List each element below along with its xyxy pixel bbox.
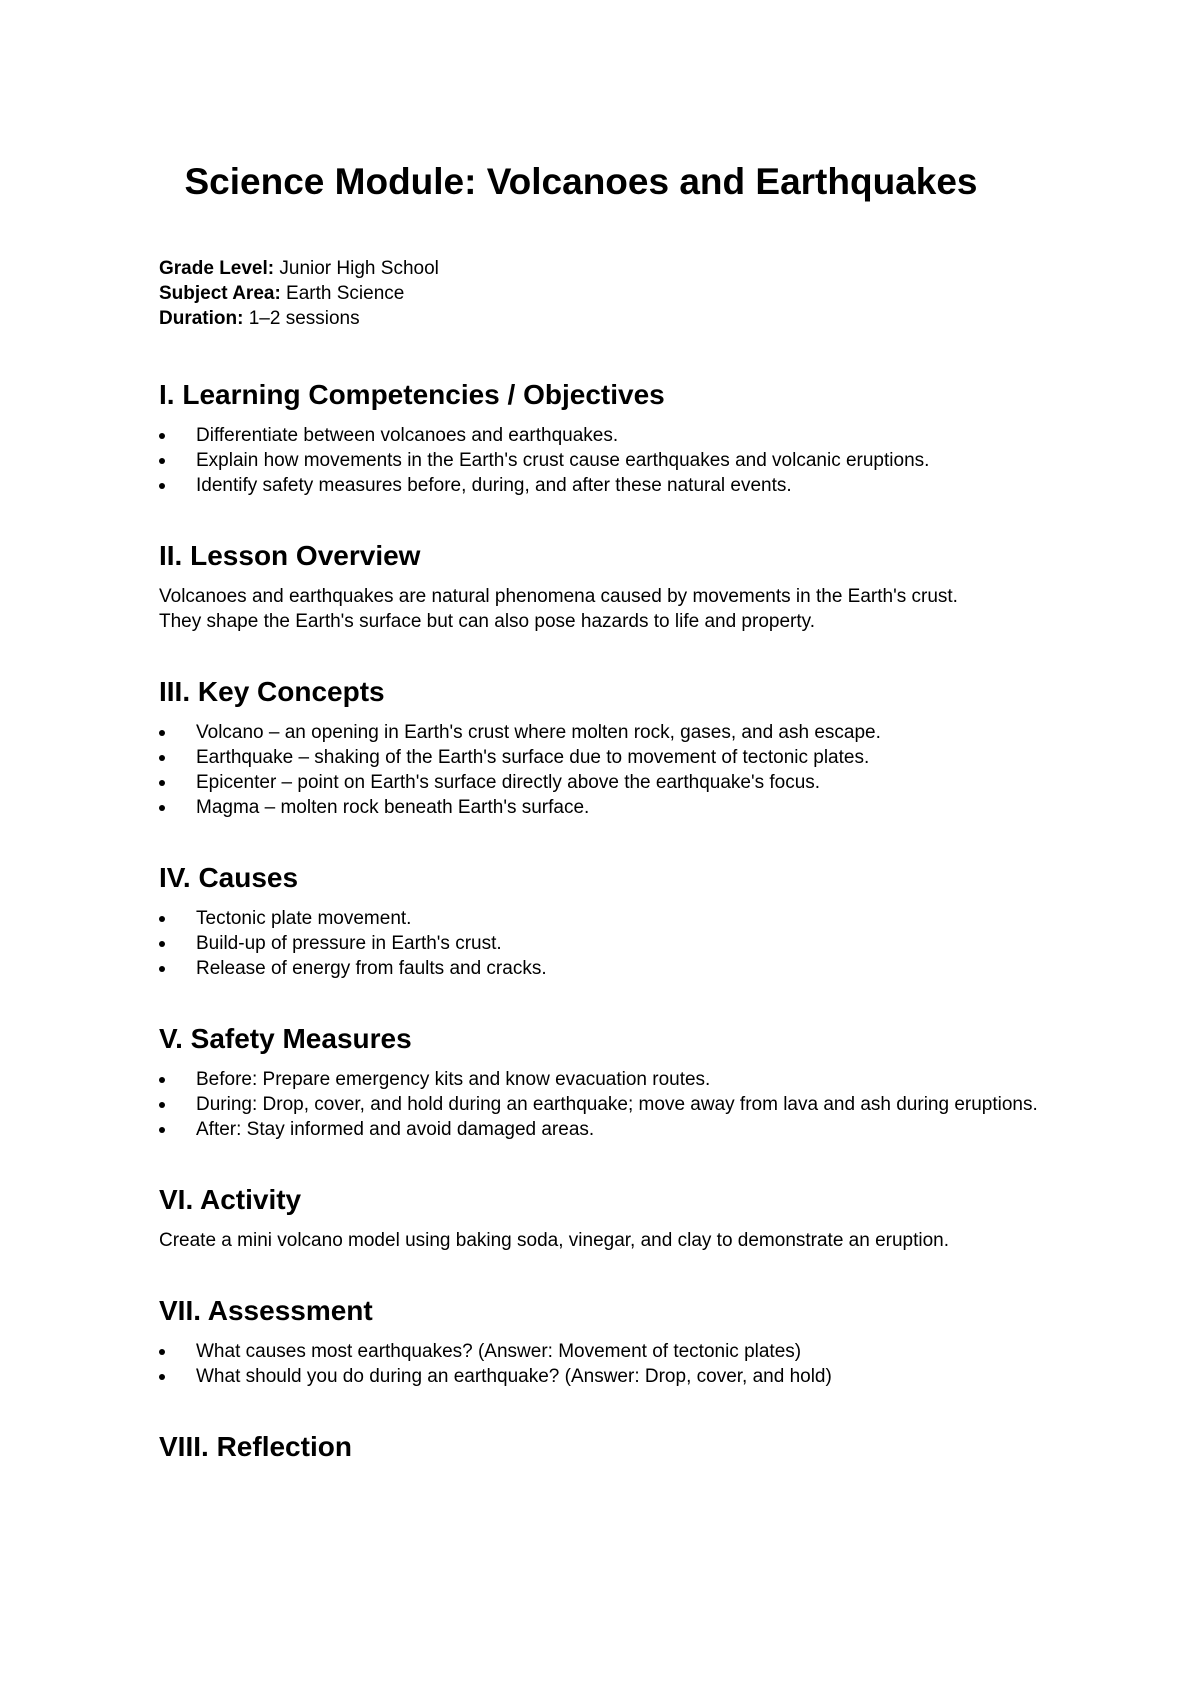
section-reflection	[159, 1429, 1059, 1465]
list-item	[159, 1092, 1059, 1117]
meta-duration-label: Duration:	[159, 308, 244, 329]
section-objectives	[159, 377, 1059, 498]
list-item-text: What should you do during an earthquake? (Answer: Drop, cover, and hold)	[196, 1366, 832, 1387]
bullet-icon	[159, 805, 165, 811]
list-item	[159, 1117, 1059, 1142]
meta-subject-area-label: Subject Area:	[159, 283, 281, 304]
meta-subject-area	[159, 281, 1059, 306]
meta-subject-area-value: Earth Science	[280, 283, 405, 304]
list-item-text: Epicenter – point on Earth's surface directly above the earthquake's focus.	[196, 772, 821, 793]
list-item-text: Differentiate between volcanoes and earthquakes.	[196, 425, 619, 446]
section-assessment	[159, 1293, 1059, 1389]
section-heading-safety-measures: V. Safety Measures	[159, 1023, 412, 1054]
meta-duration-value: 1–2 sessions	[243, 308, 360, 329]
bullet-icon	[159, 916, 165, 922]
bullet-icon	[159, 433, 165, 439]
bullet-icon	[159, 780, 165, 786]
key-concepts-list	[159, 720, 1059, 820]
list-item-text: Identify safety measures before, during, and after these natural events.	[196, 475, 792, 496]
causes-list	[159, 906, 1059, 981]
section-heading-activity: VI. Activity	[159, 1184, 302, 1215]
list-item-text: Before: Prepare emergency kits and know evacuation routes.	[196, 1069, 711, 1090]
section-overview	[159, 538, 1059, 634]
meta-grade-level-label: Grade Level:	[159, 258, 275, 279]
bullet-icon	[159, 1077, 165, 1083]
list-item	[159, 720, 1059, 745]
list-item-text: After: Stay informed and avoid damaged areas.	[196, 1119, 595, 1140]
list-item	[159, 1067, 1059, 1092]
bullet-icon	[159, 1349, 165, 1355]
section-heading-overview: II. Lesson Overview	[159, 540, 421, 571]
section-heading-causes: IV. Causes	[159, 862, 299, 893]
list-item-text: Tectonic plate movement.	[196, 908, 412, 929]
meta-grade-level-value: Junior High School	[274, 258, 439, 279]
list-item	[159, 906, 1059, 931]
list-item	[159, 956, 1059, 981]
section-causes	[159, 860, 1059, 981]
section-key-concepts	[159, 674, 1059, 820]
list-item	[159, 745, 1059, 770]
list-item-text: Magma – molten rock beneath Earth's surface.	[196, 797, 590, 818]
bullet-icon	[159, 730, 165, 736]
bullet-icon	[159, 1102, 165, 1108]
section-heading-key-concepts: III. Key Concepts	[159, 676, 385, 707]
document-title: Science Module: Volcanoes and Earthquakes	[184, 161, 978, 202]
bullet-icon	[159, 941, 165, 947]
list-item-text: Earthquake – shaking of the Earth's surface due to movement of tectonic plates.	[196, 747, 870, 768]
section-safety-measures	[159, 1021, 1059, 1142]
section-heading-assessment: VII. Assessment	[159, 1295, 373, 1326]
assessment-list	[159, 1339, 1059, 1389]
document-content	[159, 158, 1059, 1505]
list-item-text: What causes most earthquakes? (Answer: Movement of tectonic plates)	[196, 1341, 802, 1362]
list-item	[159, 1339, 1059, 1364]
meta-grade-level	[159, 256, 1059, 281]
list-item	[159, 795, 1059, 820]
list-item-text: During: Drop, cover, and hold during an earthquake; move away from lava and ash during eruptions.	[196, 1094, 1038, 1115]
bullet-icon	[159, 458, 165, 464]
list-item-text: Volcano – an opening in Earth's crust where molten rock, gases, and ash escape.	[196, 722, 881, 743]
list-item	[159, 1364, 1059, 1389]
safety-measures-list	[159, 1067, 1059, 1142]
list-item-text: Release of energy from faults and cracks.	[196, 958, 547, 979]
section-activity	[159, 1182, 1059, 1253]
list-item	[159, 931, 1059, 956]
activity-text: Create a mini volcano model using baking soda, vinegar, and clay to demonstrate an eruption.	[159, 1230, 950, 1251]
module-meta	[159, 256, 1059, 331]
list-item	[159, 770, 1059, 795]
overview-line-1: Volcanoes and earthquakes are natural phenomena caused by movements in the Earth's crust.	[159, 586, 958, 607]
list-item-text: Build-up of pressure in Earth's crust.	[196, 933, 502, 954]
section-heading-reflection: VIII. Reflection	[159, 1431, 352, 1462]
bullet-icon	[159, 1127, 165, 1133]
meta-duration	[159, 306, 1059, 331]
section-heading-objectives: I. Learning Competencies / Objectives	[159, 379, 665, 410]
list-item	[159, 473, 1059, 498]
bullet-icon	[159, 966, 165, 972]
overview-line-2: They shape the Earth's surface but can also pose hazards to life and property.	[159, 611, 815, 632]
list-item	[159, 423, 1059, 448]
bullet-icon	[159, 1374, 165, 1380]
list-item-text: Explain how movements in the Earth's crust cause earthquakes and volcanic eruptions.	[196, 450, 930, 471]
bullet-icon	[159, 755, 165, 761]
objectives-list	[159, 423, 1059, 498]
list-item	[159, 448, 1059, 473]
bullet-icon	[159, 483, 165, 489]
